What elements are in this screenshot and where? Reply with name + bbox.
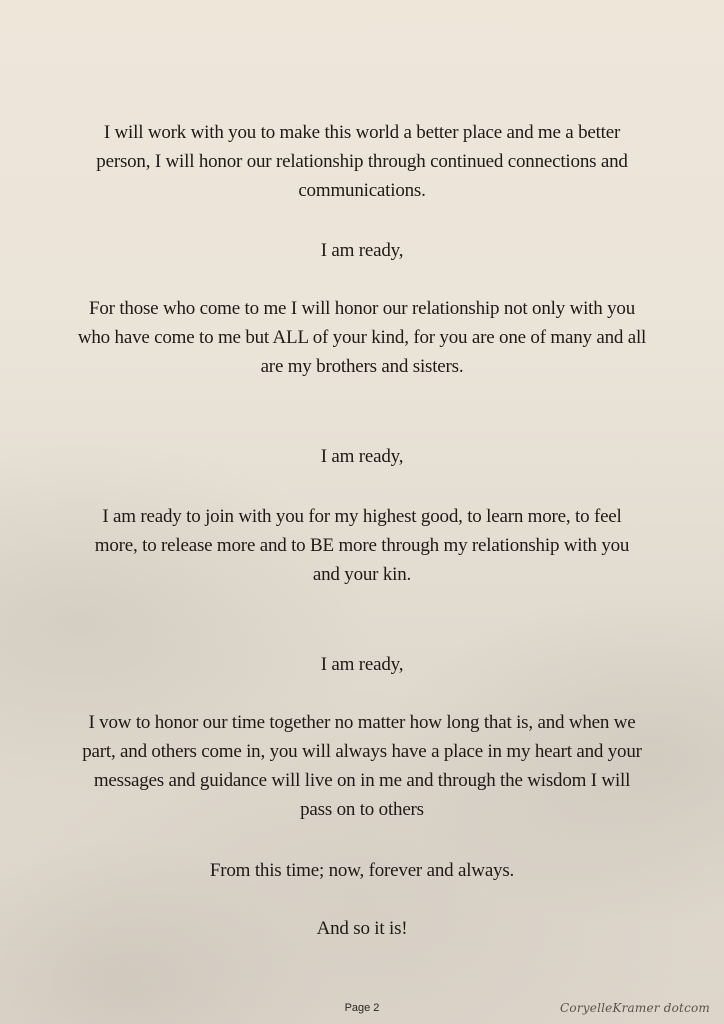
paragraph-i-am-ready-2 bbox=[0, 442, 724, 471]
page-number: Page 2 bbox=[344, 1002, 380, 1014]
text-line: messages and guidance will live on in me and through the wisdom I will bbox=[93, 770, 631, 791]
paragraph-join-with-you bbox=[0, 502, 724, 589]
text-line: I am ready, bbox=[320, 240, 404, 261]
paragraph-vow-to-honor bbox=[0, 708, 724, 824]
text-line: I will work with you to make this world a better place and me a better bbox=[103, 122, 621, 143]
text-line: For those who come to me I will honor our relationship not only with you bbox=[88, 298, 636, 319]
text-line: who have come to me but ALL of your kind, for you are one of many and all bbox=[77, 327, 647, 348]
paragraph-and-so-it-is bbox=[0, 914, 724, 943]
paragraph-work-together bbox=[0, 118, 724, 205]
paragraph-those-who-come bbox=[0, 294, 724, 381]
paragraph-i-am-ready-3 bbox=[0, 650, 724, 679]
text-line: are my brothers and sisters. bbox=[260, 356, 464, 377]
text-line: And so it is! bbox=[316, 918, 408, 939]
text-line: I am ready, bbox=[320, 654, 404, 675]
text-line: I am ready, bbox=[320, 446, 404, 467]
paragraph-i-am-ready-1 bbox=[0, 236, 724, 265]
text-line: person, I will honor our relationship through continued connections and bbox=[96, 151, 628, 172]
brand-signature: CoryelleKramer dotcom bbox=[560, 1001, 710, 1015]
text-line: communications. bbox=[298, 180, 426, 201]
text-line: I am ready to join with you for my highest good, to learn more, to feel bbox=[102, 506, 622, 527]
text-line: part, and others come in, you will always have a place in my heart and your bbox=[82, 741, 642, 762]
text-line: more, to release more and to BE more through my relationship with you bbox=[94, 535, 630, 556]
text-line: From this time; now, forever and always. bbox=[209, 860, 515, 881]
text-line: pass on to others bbox=[300, 799, 424, 820]
text-line: I vow to honor our time together no matter how long that is, and when we bbox=[88, 712, 636, 733]
text-line: and your kin. bbox=[312, 564, 412, 585]
paragraph-from-this-time bbox=[0, 856, 724, 885]
